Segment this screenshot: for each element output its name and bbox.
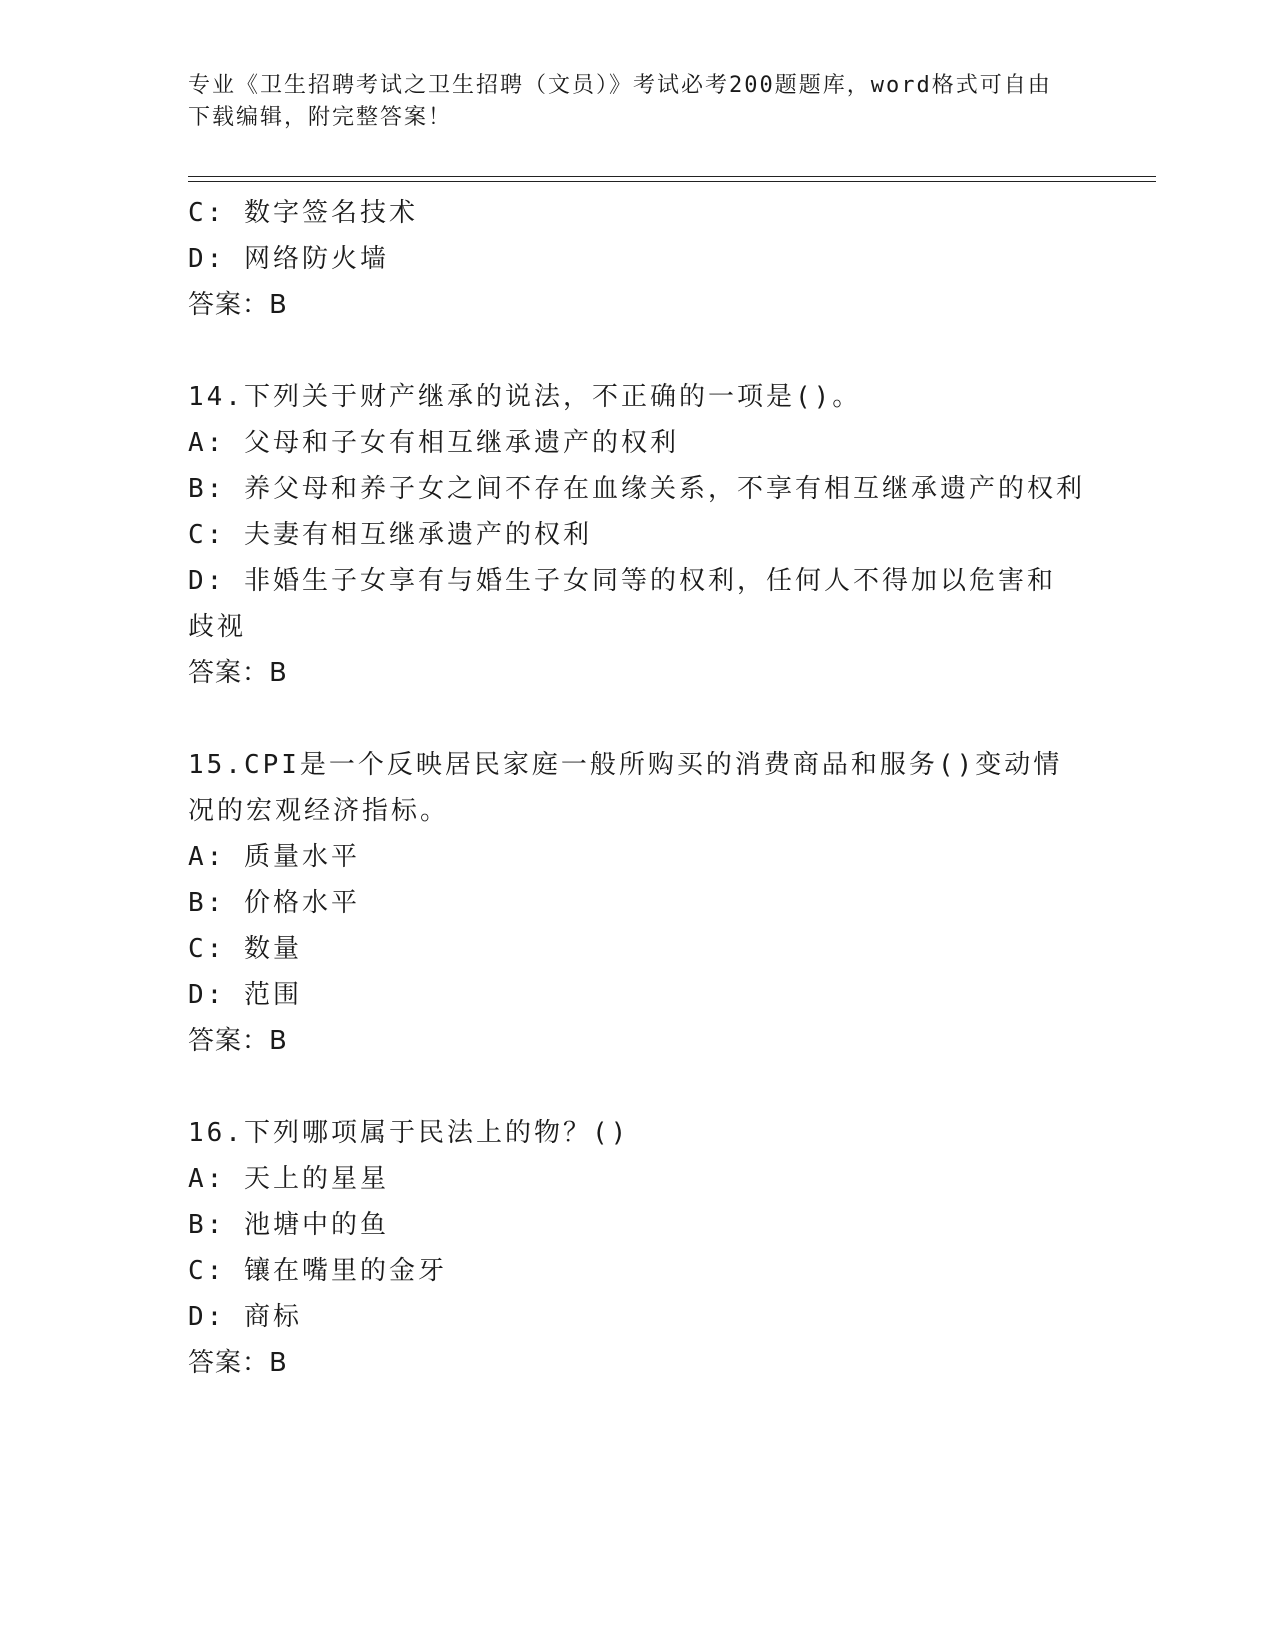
option-d: D: 网络防火墙 <box>188 244 389 274</box>
question-block-13 <box>188 190 1078 328</box>
answer-line: 答案：B <box>188 1026 288 1056</box>
question-text: 14.下列关于财产继承的说法，不正确的一项是()。 <box>188 382 862 412</box>
option-a: A: 质量水平 <box>188 842 360 872</box>
option-c: C: 镶在嘴里的金牙 <box>188 1256 447 1286</box>
option-a: A: 父母和子女有相互继承遗产的权利 <box>188 428 679 458</box>
option-b: B: 价格水平 <box>188 888 360 918</box>
header-rule-bottom <box>188 181 1156 182</box>
spacer <box>188 328 1078 374</box>
option-a: A: 天上的星星 <box>188 1164 389 1194</box>
question-text: 16.下列哪项属于民法上的物？() <box>188 1118 630 1148</box>
document-header: 专业《卫生招聘考试之卫生招聘（文员）》考试必考200题题库，word格式可自由下载编辑，附完整答案！ <box>188 73 1052 130</box>
option-c: C: 夫妻有相互继承遗产的权利 <box>188 520 592 550</box>
option-b: B: 养父母和养子女之间不存在血缘关系，不享有相互继承遗产的权利 <box>188 474 1085 504</box>
question-block-16 <box>188 1110 1078 1386</box>
question-list <box>188 190 1085 1386</box>
answer-line: 答案：B <box>188 290 288 320</box>
question-text: 15.CPI是一个反映居民家庭一般所购买的消费商品和服务()变动情况的宏观经济指标。 <box>188 750 1063 826</box>
answer-line: 答案：B <box>188 1348 288 1378</box>
option-c: C: 数字签名技术 <box>188 198 418 228</box>
option-d: D: 非婚生子女享有与婚生子女同等的权利，任何人不得加以危害和歧视 <box>188 566 1056 642</box>
question-block-15 <box>188 742 1078 1064</box>
option-d: D: 商标 <box>188 1302 302 1332</box>
option-c: C: 数量 <box>188 934 302 964</box>
question-block-14 <box>188 374 1085 696</box>
answer-line: 答案：B <box>188 658 288 688</box>
option-d: D: 范围 <box>188 980 302 1010</box>
header-rule-top <box>188 176 1156 177</box>
spacer <box>188 1064 1078 1110</box>
spacer <box>188 696 1078 742</box>
option-b: B: 池塘中的鱼 <box>188 1210 389 1240</box>
